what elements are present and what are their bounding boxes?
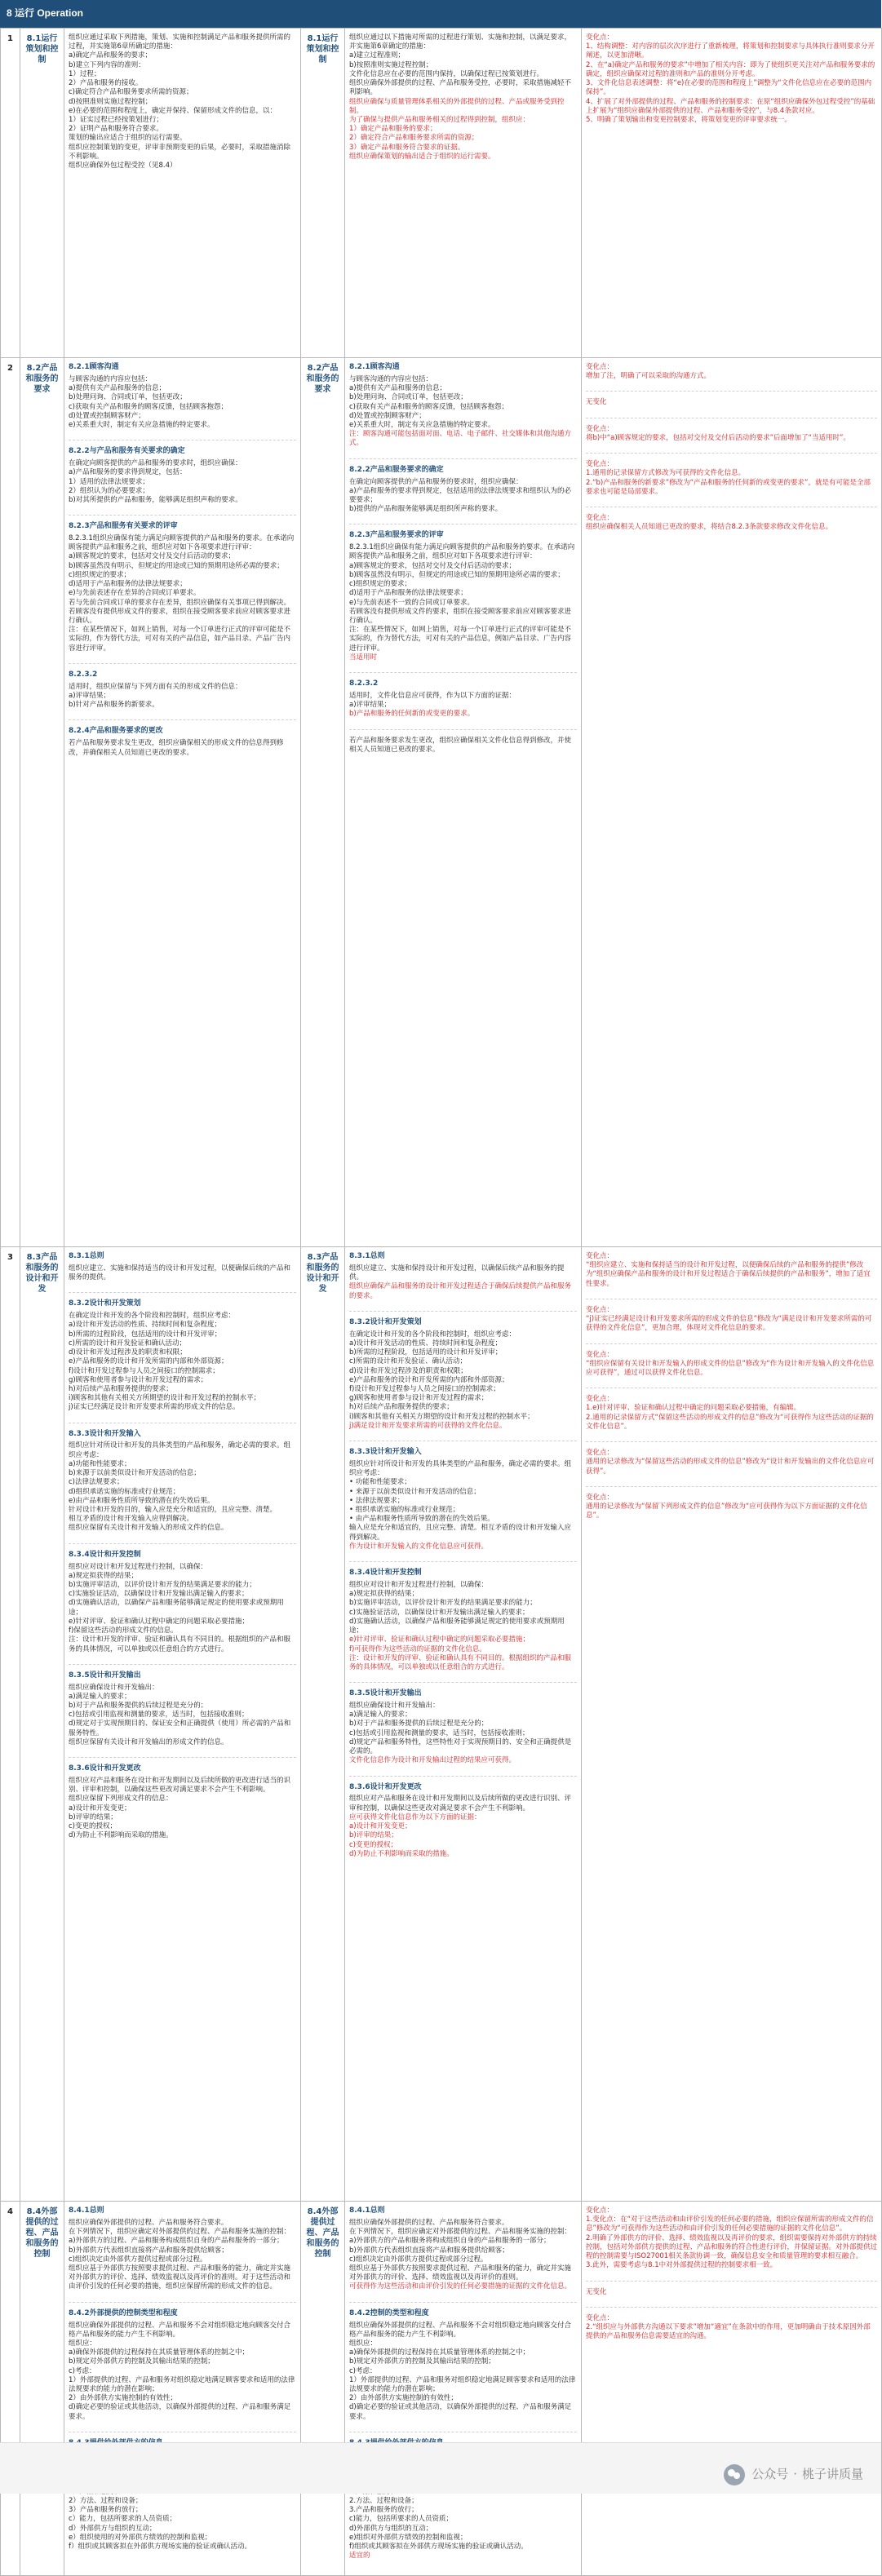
row-number: 4 xyxy=(1,2202,20,2576)
old-clause-group: 8.3产品和服务的设计和开发 xyxy=(20,1247,64,2202)
new-clause-red-text: 当适用时 xyxy=(349,653,378,662)
old-clause-group: 8.2产品和服务的要求 xyxy=(20,358,64,1247)
change-note-text: 无变化 xyxy=(586,398,607,407)
clause-title: 8.2.1顾客沟通 xyxy=(69,363,119,371)
clause-title: 8.3.2设计和开发策划 xyxy=(69,1299,141,1308)
clause-title: 8.2.3产品和服务有关要求的评审 xyxy=(69,522,178,531)
clause-title: 8.3.2设计和开发策划 xyxy=(349,1317,422,1326)
row-number: 3 xyxy=(1,1247,20,2202)
change-note-text: 变化点： 1.变化点：在“对于这些活动和由评价引发的任何必要的措施，组织应保留所需的形成文件的信息”修改为“可获得作为这些活动和由评价引发的任何必要措施的证据的文件化信息”。 2.明确了外部供方的评价、选择、绩效监视以及再评价的要求，组织需要保持对外部供方的持续控制，包括对外部供方提供的过程、产品和服务的符合性进行评价，并保留证据。对外部提供过程的控制需要与ISO27001相关条款协调一致，确保信息安全和质量管理的要求相互融合。 3.此外，需要考虑与8.1中对外部提供过程的控制要求相一致。 xyxy=(586,2206,878,2270)
watermark-name: 桃子讲质量 xyxy=(801,2467,863,2482)
watermark-prefix: 公众号 xyxy=(751,2467,789,2482)
row-number: 1 xyxy=(1,29,20,358)
change-note-text: 变化点： 1.e)针对评审、验证和确认过程中确定的问题采取必要措施，有编辑。 2.通用的记录保留方式“保留这些活动的形成文件的信息”修改为“可获得作为这些活动的证据的文件化信息”。 xyxy=(586,1395,874,1431)
new-clause-group: 8.2产品和服务的要求 xyxy=(301,358,345,1247)
new-clause-red-text: 适宜的 xyxy=(349,2552,370,2561)
new-clause-text: 组织应确保外部提供的过程、产品和服务不会对组织稳定地向顾客交付合格产品和服务的能力产生不利影响。 组织应： a)确保外部提供的过程保持在其质量管理体系的控制之中； b)规定对外部供方的控制及其输出结果的控制； c)考虑： 1）外部提供的过程、产品和服务对组织稳定地满足顾客要求和适用的法律法规要求的能力的潜在影响； 2）由外部供方实施控制的有效性； d)确定必要的验证或其他活动，以确保外部提供的过程、产品和服务满足要求。 xyxy=(349,2321,576,2421)
table-row xyxy=(1,29,882,358)
wechat-icon xyxy=(724,2464,745,2485)
watermark-separator: · xyxy=(793,2467,797,2482)
new-clause-group: 8.4外部提供过程、产品和服务的控制 xyxy=(301,2202,345,2576)
clause-title: 8.2.3.2 xyxy=(69,670,98,679)
new-clause-text: 在确定设计和开发的各个阶段和控制时，组织应考虑： a)设计和开发活动的性质、持续时间和复杂程度； b)所需的过程阶段，包括适用的设计和开发评审； c)所需的设计和开发验证、确认活动； d)设计和开发过程涉及的职责和权限； e)产品和服务的设计和开发所需的内部和外部资源； f)设计和开发过程参与人员之间接口的控制需求； g)顾客和使用者参与设计和开发过程的需求； h)对后续产品和服务提供的要求； i)顾客和其他有关相关方期望的设计和开发过程的控制水平； xyxy=(349,1330,534,1421)
clause-title: 8.4.1总则 xyxy=(69,2206,104,2215)
new-clause-red-text: 组织应确保与质量管理体系相关的外部提供的过程、产品或服务受到控制。 为了确保与提供产品和服务相关的过程得到控制，组织应： 1）确定产品和服务的要求； 2）确定符合产品和服务要求所需的资源； 3）确定产品和服务符合要求的证据。 组织应确保策划的输出适合于组织的运行需要。 xyxy=(349,97,565,161)
new-clause-text: 组织应对产品和服务在设计和开发期间以及后续所做的更改进行识别、评审和控制，以确保这些更改对满足要求不会产生不利影响。 xyxy=(349,1795,572,1812)
clause-title: 8.2.2产品和服务要求的确定 xyxy=(349,465,444,474)
clause-title: 8.3.3设计和开发输入 xyxy=(349,1448,422,1457)
clause-title: 8.4.1总则 xyxy=(349,2206,385,2215)
new-clause-text: 8.2.3.1组织应确保有能力满足向顾客提供的产品和服务的要求。在承诺向顾客提供产品和服务之前，组织应对如下各项要求进行评审： a)顾客规定的要求，包括对交付及交付后活动的要求； b)顾客虽然没有明示，但规定的用途或已知的预期用途所必需的要求； c)组织规定的要求； d)适用于产品和服务的法律法规要求； e)与先前表述不一致的合同或订单要求。 若顾客没有提供形成文件的要求，组织在接受顾客要求前应对顾客要求进行确认。 注：在某些情况下，如网上销售，对每一个订单进行正式的评审可能是不实际的，作为替代方法，可对有关的产品信息，例如产品目录、广告内容进行评审。 xyxy=(349,543,575,653)
new-clause-text: 组织应针对所设计和开发的具体类型的产品和服务，确定必需的要求。组织应考虑： • 功能和性能要求； • 来源于以前类似设计和开发活动的信息； • 法律法规要求； • 组织承诺实施的标准或行业规范； • 由产品和服务性质所导致的潜在的失效后果。 输入应是充分和适宜的，且应完整、清楚。相互矛盾的设计和开发输入应得到解决。 xyxy=(349,1459,572,1542)
change-note-text: 变化点： 1、结构调整：对内容的层次次序进行了重新梳理，将策划和控制要求与具体执行准则要求分开阐述，以更加清晰。 2、在“a)确定产品和服务的要求”中增加了相关内容：即为了使组织更关注对产品和服务要求的确定，组织应确保对过程的准则和产品的准则分开考虑。 3、文件化信息表述调整：将“e)在必要的范围和程度上”调整为“文件化信息应在必要的范围内保持”。 4、扩展了对外部提供的过程、产品和服务的控制要求：在原“组织应确保外包过程受控”的基础上扩展为“组织应确保外部提供的过程、产品和服务受控”，与8.4条款对应。 5、明确了策划输出和变更控制要求，将策划变更的评审要求统一。 xyxy=(586,33,875,124)
old-clause-text: 适用时，组织应保留与下列方面有关的形成文件的信息： a)评审结果； b)针对产品和服务的新要求。 xyxy=(69,682,242,710)
old-clause-text: 组织应确保外部提供的过程、产品和服务符合要求。 在下列情况下，组织应确定对外部提供的过程、产品和服务实施的控制： a)外部供方的过程、产品和服务构成组织自身的产品和服务的一部分； b)外部供方代表组织直接将产品和服务提供给顾客； c)组织决定由外部供方提供过程或部分过程。 组织应基于外部供方按照要求提供过程、产品和服务的能力，确定并实施对外部供方的评价、选择、绩效监视以及再评价的准则。对于这些活动和由评价引发的任何必要的措施，组织应保留所需的形成文件的信息。 xyxy=(69,2218,291,2291)
clause-title: 8.3.3设计和开发输入 xyxy=(69,1429,141,1438)
change-note xyxy=(582,358,882,1247)
change-note-text: 变化点： “j)证实已经满足设计和开发要求所需的形成文件的信息”修改为“满足设计和开发要求所需的可获得的文件化信息”，更加合理，体现对文件化信息的要求。 xyxy=(586,1305,872,1333)
clause-title: 8.3.6设计和开发更改 xyxy=(349,1782,422,1791)
new-clause-red-text: b)产品和服务的任何新的或变更的要求。 xyxy=(349,710,475,719)
new-clause-cell xyxy=(345,2202,582,2576)
change-note-text: 变化点： “组织应保留有关设计和开发输入的形成文件的信息”修改为“作为设计和开发输入的文件化信息应可获得”，通过可以获得文件化信息。 xyxy=(586,1350,875,1377)
clause-title: 8.3.6设计和开发更改 xyxy=(69,1764,141,1773)
new-clause-text: 与顾客沟通的内容应包括： a)提供有关产品和服务的信息； b)处理问询、合同或订单，包括更改； c)获取有关产品和服务的顾客反馈，包括顾客抱怨； d)处置或控制顾客财产； e)关系重大时，制定有关应急措施的特定要求。 xyxy=(349,374,508,429)
change-note-text: 变化点： 通用的记录修改为“保留下列形成文件的信息”修改为“应可获得作为以下方面证据的文件化信息”。 xyxy=(586,1493,867,1520)
new-clause-cell xyxy=(345,358,582,1247)
change-note-text: 无变化 xyxy=(586,2287,607,2296)
new-clause-text: 组织应确保外部提供的过程、产品和服务符合要求。 在下列情况下，组织应确定对外部提供的过程、产品和服务实施的控制： a)外部供方的产品和服务将构成组织自身的产品和服务的一部分； b)外部供方代表组织直接将产品和服务提供给顾客； c)组织决定由外部供方提供过程或部分过程。 组织应基于外部供方按照要求提供过程、产品和服务的能力，确定并实施对外部供方的评价、选择、绩效监视以及再评价的准则。 xyxy=(349,2218,572,2282)
old-clause-text: 组织应针对所设计和开发的具体类型的产品和服务，确定必需的要求。组织应考虑： a)功能和性能要求； b)来源于以前类似设计和开发活动的信息； c)法律法规要求； d)组织承诺实施的标准或行业规范； e)由产品和服务性质所导致的潜在的失效后果。 针对设计和开发的目的，输入应是充分和适宜的，且应完整、清楚。 相互矛盾的设计和开发输入应得到解决。 组织应保留有关设计和开发输入的形成文件的信息。 xyxy=(69,1441,291,1533)
change-note xyxy=(582,2202,882,2576)
clause-title: 8.2.2与产品和服务有关要求的确定 xyxy=(69,447,185,456)
clause-title: 8.3.1总则 xyxy=(69,1252,104,1260)
clause-title: 8.2.4产品和服务要求的更改 xyxy=(69,727,163,736)
clause-title: 8.4.2控制的类型和程度 xyxy=(349,2308,429,2317)
clause-title: 8.3.5设计和开发输出 xyxy=(349,1689,422,1698)
old-clause-cell xyxy=(64,358,301,1247)
wechat-watermark xyxy=(724,2464,863,2485)
change-note-text: 变化点： 将b)中“a)顾客规定的要求，包括对交付及交付后活动的要求”后面增加了“当适用时”。 xyxy=(586,424,850,442)
section-header xyxy=(0,0,881,28)
old-clause-text: 组织应对设计和开发过程进行控制，以确保： a)规定拟获得的结果； b)实施评审活动，以评价设计和开发的结果满足要求的能力； c)实施验证活动，以确保设计和开发输出满足输入的要求； d)实施确认活动，以确保产品和服务能够满足规定的使用要求或预期用途； e)针对评审、验证和确认过程中确定的问题采取必要措施； f)保留这些活动的形成文件的信息。 注：设计和开发的评审、验证和确认具有不同目的。根据组织的产品和服务的具体情况，可以单独或以任意组合的方式进行。 xyxy=(69,1562,291,1653)
change-note-text: 变化点： 组织应确保相关人员知道已更改的要求，将结合8.2.3条款要求修改文件化信息。 xyxy=(586,513,833,532)
old-clause-text: 在确定设计和开发的各个阶段和控制时，组织应考虑： a)设计和开发活动的性质、持续时间和复杂程度； b)所需的过程阶段，包括适用的设计和开发评审； c)所需的设计和开发验证和确认活动； d)设计和开发过程涉及的职责和权限； e)产品和服务的设计和开发所需的内部和外部资源； f)设计和开发过程参与人员之间接口的控制需求； g)顾客和使用者参与设计和开发过程的需求； h)对后续产品和服务提供的要求； i)顾客和其他有关相关方所期望的设计和开发过程的控制水平； j)证实已经满足设计和开发要求所需的形成文件的信息。 xyxy=(69,1312,261,1412)
old-clause-group: 8.4外部提供的过程、产品和服务的控制 xyxy=(20,2202,64,2576)
old-clause-text: 若产品和服务要求发生更改，组织应确保相关的形成文件的信息得到修改，并确保相关人员知道已更改的要求。 xyxy=(69,739,284,757)
new-clause-text: 组织应通过以下措施对所需的过程进行策划、实施和控制，以满足要求，并实施第6章确定的措施： a)建立过程准则； b)按照准则实施过程控制； 文件化信息应在必要的范围内保持，以确保过程已按策划进行。 组织应确保外部提供的过程、产品和服务受控，必要时，采取措施减轻不利影响。 xyxy=(349,33,572,97)
old-clause-text: 8.2.3.1组织应确保有能力满足向顾客提供的产品和服务的要求。在承诺向顾客提供产品和服务之前，组织应对如下各项要求进行评审： a)顾客规定的要求，包括对交付及交付后活动的要求； b)顾客虽然没有明示，但规定的用途或已知的预期用途所必需的要求； c)组织规定的要求； d)适用于产品和服务的法律法规要求； e)与先前表述存在差异的合同或订单要求。 若与先前合同或订单的要求存在差异，组织应确保有关事项已得到解决。 若顾客没有提供形成文件的要求，组织在接受顾客要求前应对顾客要求进行确认。 注：在某些情况下，如网上销售，对每一个订单进行正式的评审可能是不实际的，作为替代方法，可对有关的产品信息，如产品目录、产品广告内容进行评审。 xyxy=(69,534,295,653)
change-note xyxy=(582,1247,882,2202)
change-note xyxy=(582,29,882,358)
new-clause-group: 8.3产品和服务的设计和开发 xyxy=(301,1247,345,2202)
clause-title: 8.3.1总则 xyxy=(349,1252,385,1260)
new-clause-red-text: 作为设计和开发输入的文件化信息应可获得。 xyxy=(349,1542,489,1551)
change-note-text: 变化点： “组织应建立、实施和保持适当的设计和开发过程，以便确保后续的产品和服务的提供”修改为“组织应确保产品和服务的设计和开发过程适合于确保后续提供的产品和服务”，增加了适宜性要求。 xyxy=(586,1252,871,1288)
new-clause-red-text: 文件化信息作为设计和开发输出过程的结果应可获得。 xyxy=(349,1756,516,1765)
clause-title: 8.4.2外部提供的控制类型和程度 xyxy=(69,2308,178,2317)
new-clause-text: 若产品和服务要求发生更改，组织应确保相关文件化信息得到修改，并使相关人员知道已更改的要求。 xyxy=(349,736,572,754)
new-clause-text: 2.方法、过程和设备； 3.产品和服务的放行； c)能力，包括所要求的人员资质； d)外部供方与组织的互动； e)组织对外部供方绩效的控制和监视； f)组织或其顾客拟在外部供方现场实施的验证或确认活动。 xyxy=(349,2496,528,2551)
new-clause-cell xyxy=(345,29,582,358)
new-clause-text: 在确定向顾客提供的产品和服务的要求时，组织应确保： a)产品和服务的要求得到规定，包括适用的法律法规要求和组织认为的必要要求； b)提供的产品和服务能够满足组织所声称的要求。 xyxy=(349,477,572,514)
clause-title: 8.3.4设计和开发控制 xyxy=(349,1569,422,1578)
table-row xyxy=(1,358,882,1247)
old-clause-text: 组织应通过采取下列措施，策划、实施和控制满足产品和服务提供所需的过程，并实施第6章所确定的措施： a)确定产品和服务的要求； b)建立下列内容的准则： 1）过程； 2）产品和服务的接收。 c)确定符合产品和服务要求所需的资源； d)按照准则实施过程控制； e)在必要的范围和程度上，确定并保持、保留形成文件的信息，以： 1）证实过程已经按策划进行； 2）证明产品和服务符合要求。 策划的输出应适合于组织的运行需要。 组织应控制策划的变更，评审非预期变更的后果，必要时，采取措施消除不利影响。 组织应确保外包过程受控（见8.4） xyxy=(69,33,291,170)
old-clause-text: 组织应确保外部提供的过程、产品和服务不会对组织稳定地向顾客交付合格产品和服务的能力产生不利影响。 组织应： a)确保外部提供的过程保持在其质量管理体系的控制之中； b)规定对外部供方的控制及其输出结果的控制； c)考虑： 1）外部提供的过程、产品和服务对组织稳定地满足顾客要求和适用的法律法规要求的能力的潜在影响； 2）由外部供方实施控制的有效性； d)确定必要的验证或其他活动，以确保外部提供的过程、产品和服务满足要求。 xyxy=(69,2321,295,2421)
new-clause-red-text: 注：顾客沟通可能包括面对面、电话、电子邮件、社交媒体和其他沟通方式。 xyxy=(349,430,572,448)
new-clause-text: 组织应对设计和开发过程进行控制，以确保： a)规定拟获得的结果； b)实施评审活动，以评价设计和开发的结果满足要求的能力； c)实施验证活动，以确保设计和开发输出满足输入的要求； d)实施确认活动，以确保产品和服务能够满足规定的使用要求或预期用途； xyxy=(349,1580,565,1635)
section-title: 8 运行 Operation xyxy=(7,7,84,19)
clause-title: 8.3.4设计和开发控制 xyxy=(69,1550,141,1559)
old-clause-text: 组织应建立、实施和保持适当的设计和开发过程，以便确保后续的产品和服务的提供。 xyxy=(69,1264,291,1282)
old-clause-cell xyxy=(64,1247,301,2202)
clause-title: 8.3.5设计和开发输出 xyxy=(69,1671,141,1680)
clause-title: 8.2.3.2 xyxy=(349,679,379,688)
old-clause-cell xyxy=(64,29,301,358)
new-clause-red-text: 应可获得文件化信息作为以下方面的证据： a)设计和开发变更； b)评审的结果； c)变更的授权； d)为防止不利影响而采取的措施。 xyxy=(349,1812,481,1858)
clause-title: 8.2.3产品和服务要求的评审 xyxy=(349,531,444,540)
clause-title: 8.2.1顾客沟通 xyxy=(349,363,400,371)
new-clause-text: 组织应确保设计和开发输出： a)满足输入的要求； b)对于产品和服务提供的后续过程是充分的； c)包括或引用监视和测量的要求，适当时，包括接收准则； d)规定产品和服务特性，这些特性对于实现预期目的、安全和正确提供是必需的。 xyxy=(349,1702,572,1756)
table-row xyxy=(1,1247,882,2202)
old-clause-text: 组织应确保设计和开发输出： a)满足输入的要求； b)对于产品和服务提供的后续过程是充分的； c)包括或引用监视和测量的要求，适当时，包括接收准则； d)规定对于实现预期目的、保证安全和正确提供（使用）所必需的产品和服务特性。 组织应保留有关设计和开发输出的形成文件的信息。 xyxy=(69,1683,291,1746)
new-clause-text: 组织应建立、实施和保持设计和开发过程，以确保后续产品和服务的提供。 xyxy=(349,1264,565,1282)
old-clause-text: 组织应对产品和服务在设计和开发期间以及后续所做的更改进行适当的识别、评审和控制，以确保这些更改对满足要求不会产生不利影响。 组织应保留下列形成文件的信息： a)设计和开发变更； b)评审的结果； c)变更的授权； d)为防止不利影响而采取的措施。 xyxy=(69,1777,291,1840)
old-clause-text: 在确定向顾客提供的产品和服务的要求时，组织应确保： a)产品和服务的要求得到规定，包括： 1）适用的法律法规要求； 2）组织认为的必要要求； b)对其所提供的产品和服务，能够满足组织声称的要求。 xyxy=(69,459,242,504)
comparison-table xyxy=(0,28,882,2576)
new-clause-red-text: j)满足设计和开发要求所需的可获得的文件化信息。 xyxy=(349,1421,507,1430)
row-number: 2 xyxy=(1,358,20,1247)
footer xyxy=(0,2442,881,2494)
new-clause-cell xyxy=(345,1247,582,2202)
new-clause-text: 适用时，文件化信息应可获得，作为以下方面的证据： a)评审结果； xyxy=(349,691,516,710)
new-clause-group: 8.1运行策划和控制 xyxy=(301,29,345,358)
new-clause-red-text: 可获得作为这些活动和由评价引发的任何必要措施的证据的文件化信息。 xyxy=(349,2282,572,2291)
change-note-text: 变化点： 增加了注，明确了可以采取的沟通方式。 xyxy=(586,363,711,381)
change-note-text: 变化点： 1.通用的记录保留方式修改为可获得的文件化信息。 2.“b)产品和服务的新要求”修改为“产品和服务的任何新的或变更的要求”，就是有可能是全部要求也可能是局部要求。 xyxy=(586,460,871,496)
table-row xyxy=(1,2202,882,2576)
change-note-text: 变化点： 通用的记录修改为“保留这些活动的形成文件的信息”修改为“设计和开发输出的文件化信息应可获得”。 xyxy=(586,1449,875,1476)
change-note-text: 变化点： 2.“组织应与外部供方沟通以下要求”增加“適宜”在条款中的作用，更加明确由于技术原因外部提供的产品和服务信息需要适宜的沟通。 xyxy=(586,2313,871,2341)
old-clause-group: 8.1运行策划和控制 xyxy=(20,29,64,358)
old-clause-text: 与顾客沟通的内容应包括： a)提供有关产品和服务的信息； b)处理问询、合同或订单，包括更改； c)获取有关产品和服务的顾客反馈，包括顾客抱怨； d)处置或控制顾客财产； e)关系重大时，制定有关应急措施的特定要求。 xyxy=(69,374,228,429)
new-clause-red-text: 组织应确保产品和服务的设计和开发过程适合于确保后续提供产品和服务的要求。 xyxy=(349,1282,572,1300)
new-clause-red-text: e)针对评审、验证和确认过程中确定的问题采取必要措施； f)可获得作为这些活动的证据的文件化信息。 注：设计和开发的评审、验证和确认具有不同目的。根据组织的产品和服务的具体情况，可以单独或以任意组合的方式进行。 xyxy=(349,1635,572,1671)
old-clause-text: 2）方法、过程和设备； 3）产品和服务的放行； c）能力，包括所要求的人员资质； d）外部供方与组织的互动； e）组织使用的对外部供方绩效的控制和监视； f）组织或其顾客拟在外部供方现场实施的验证或确认活动。 xyxy=(69,2496,251,2551)
old-clause-cell xyxy=(64,2202,301,2576)
